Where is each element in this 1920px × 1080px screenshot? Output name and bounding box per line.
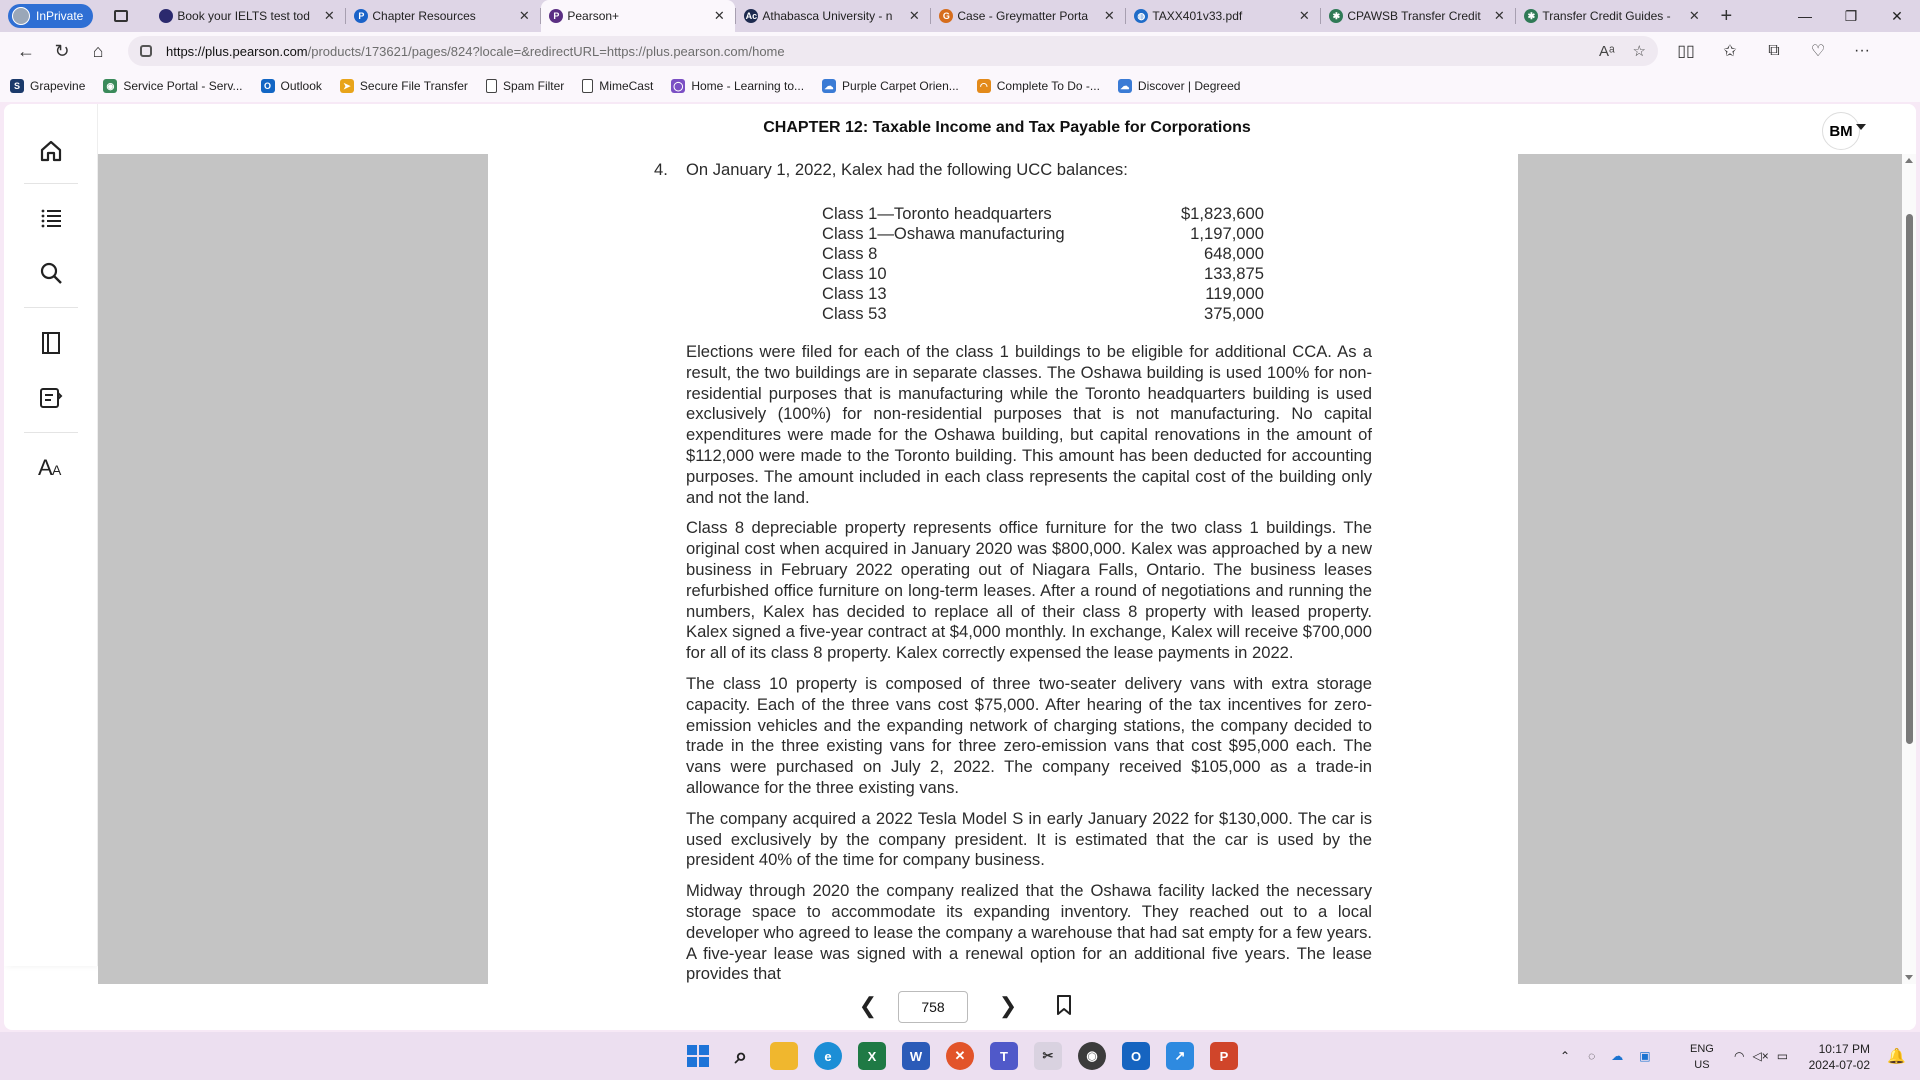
inprivate-label: InPrivate <box>36 9 84 23</box>
ucc-row <box>822 224 1264 244</box>
tab-label: Athabasca University - n <box>762 9 893 23</box>
document-viewer <box>98 154 1902 984</box>
question-body <box>686 342 1372 984</box>
favorite-star-icon[interactable]: ☆ <box>1632 43 1646 60</box>
favorite-icon: ☁ <box>1118 79 1132 93</box>
minimize-icon[interactable]: — <box>1798 8 1812 24</box>
more-menu-icon[interactable]: ··· <box>1854 42 1870 59</box>
tab-label: CPAWSB Transfer Credit <box>1347 9 1481 23</box>
onedrive-icon[interactable]: ☁ <box>1611 1049 1624 1063</box>
window-controls <box>1782 0 1920 32</box>
favorite-icon: O <box>261 79 275 93</box>
chapter-title: CHAPTER 12: Taxable Income and Tax Payable for Corporations <box>763 119 1251 136</box>
tab-favicon-icon: P <box>549 9 563 23</box>
favorite-link[interactable] <box>671 79 804 93</box>
ucc-row <box>822 264 1264 284</box>
teams-icon[interactable]: T <box>990 1042 1018 1070</box>
back-icon[interactable]: ← <box>17 40 35 61</box>
vertical-scrollbar[interactable] <box>1902 154 1916 984</box>
taskbar <box>0 1032 1920 1080</box>
file-explorer-icon[interactable] <box>770 1042 798 1070</box>
url-path: /products/173621/pages/824?locale=&redirectURL=https://plus.pearson.com/home <box>307 43 785 59</box>
read-aloud-icon[interactable]: Aᵃ <box>1598 42 1615 60</box>
browser-tab[interactable] <box>1126 0 1320 32</box>
browser-tab[interactable] <box>346 0 540 32</box>
tab-label: Chapter Resources <box>372 9 476 23</box>
address-bar[interactable] <box>128 36 1658 66</box>
url-host: https://plus.pearson.com <box>166 43 308 59</box>
favorite-link[interactable] <box>103 79 242 93</box>
svg-text:A: A <box>52 462 62 478</box>
question-paragraph: The company acquired a 2022 Tesla Model S in early January 2022 for $130,000. The car is used exclusively by the company president. It is estimated that the car is used by the president 40% of the time for company business. <box>686 808 1372 870</box>
close-tab-icon[interactable]: ✕ <box>908 8 920 23</box>
favorite-label: Discover | Degreed <box>1137 79 1241 93</box>
close-tab-icon[interactable]: ✕ <box>518 8 530 23</box>
ucc-class-label: Class 1—Oshawa manufacturing <box>822 224 1065 243</box>
scroll-thumb[interactable] <box>1906 214 1913 744</box>
ucc-amount: 133,875 <box>1204 264 1264 283</box>
inprivate-badge[interactable] <box>8 4 93 28</box>
close-tab-icon[interactable]: ✕ <box>1298 8 1310 23</box>
ucc-row <box>822 304 1264 324</box>
text-size-icon[interactable] <box>34 450 68 484</box>
excel-icon[interactable]: X <box>858 1042 886 1070</box>
previous-page-icon[interactable]: ❮ <box>858 993 878 1018</box>
browser-tab[interactable] <box>1516 0 1710 32</box>
ucc-class-label: Class 13 <box>822 284 887 303</box>
favorite-label: Complete To Do -... <box>996 79 1100 93</box>
app-icon[interactable]: ✕ <box>946 1042 974 1070</box>
ucc-class-label: Class 53 <box>822 304 887 323</box>
page <box>4 104 1916 1030</box>
close-tab-icon[interactable]: ✕ <box>713 8 725 23</box>
notebook-icon[interactable] <box>34 326 68 360</box>
scroll-down-icon[interactable] <box>1905 975 1913 980</box>
favorite-link[interactable] <box>340 79 468 93</box>
svg-text:A: A <box>38 455 53 479</box>
flashcards-icon[interactable] <box>34 381 68 415</box>
tab-favicon-icon: G <box>939 9 953 23</box>
page-navigator <box>98 984 1916 1030</box>
favorite-link[interactable] <box>1118 79 1241 93</box>
close-window-icon[interactable]: ✕ <box>1891 7 1903 24</box>
collections-icon[interactable]: ⧉ <box>1768 42 1780 59</box>
table-of-contents-icon[interactable] <box>34 201 68 235</box>
ucc-row <box>822 244 1264 264</box>
edge-icon[interactable]: e <box>814 1042 842 1070</box>
ucc-amount: 375,000 <box>1204 304 1264 323</box>
user-menu-caret-icon[interactable] <box>1856 124 1866 130</box>
next-page-icon[interactable]: ❯ <box>998 993 1018 1018</box>
tab-favicon-icon: P <box>354 9 368 23</box>
outlook-icon[interactable]: O <box>1122 1042 1150 1070</box>
user-avatar[interactable]: BM <box>1822 112 1860 150</box>
browser-tab[interactable] <box>931 0 1125 32</box>
new-tab-button[interactable]: + <box>1720 4 1733 27</box>
close-tab-icon[interactable]: ✕ <box>1688 8 1700 23</box>
status-icons <box>1734 1032 1788 1080</box>
tab-label: Book your IELTS test tod <box>177 9 310 23</box>
profile-avatar <box>12 7 30 25</box>
question-paragraph: Class 8 depreciable property represents office furniture for the two class 1 buildings. The original cost when acquired in January 2020 was $800,000. Kalex was approached by a new business in February 2022 operating out of Niagara Falls, Ontario. The business leases refurbished office furniture on long-term leases. After a round of negotiations and running the numbers, Kalex has decided to replace all of their class 8 property with leased property. Kalex signed a five-year contract at $4,000 monthly. In exchange, Kalex will receive $700,000 for all of its class 8 property. Kalex correctly expensed the lease payments in 2022. <box>686 518 1372 663</box>
home-button-icon[interactable]: ⌂ <box>92 40 104 61</box>
split-screen-icon[interactable]: ▯▯ <box>1677 43 1695 60</box>
start-icon[interactable] <box>684 1042 712 1070</box>
lock-icon <box>140 45 152 57</box>
tab-favicon-icon: ✱ <box>1524 9 1538 23</box>
question-paragraph: Midway through 2020 the company realized that the Oshawa facility lacked the necessary storage space to accommodate its expanding inventory. They reached out to a local developer who agreed to lease the company a warehouse that had sat empty for a few years. A five-year lease was signed with a renewal option for an additional five years. The lease provides that <box>686 881 1372 984</box>
tab-favicon-icon <box>159 9 173 23</box>
navigation-bar <box>0 32 1920 70</box>
tab-actions-icon[interactable] <box>107 5 135 27</box>
snipping-tool-icon[interactable]: ✂ <box>1034 1042 1062 1070</box>
scroll-up-icon[interactable] <box>1905 158 1913 163</box>
favorite-icon: ◉ <box>103 79 117 93</box>
system-tray <box>1560 1032 1667 1080</box>
home-icon[interactable] <box>34 134 68 168</box>
question-intro: On January 1, 2022, Kalex had the following UCC balances: <box>686 160 1128 179</box>
favorites-bar <box>0 70 1920 102</box>
reader-header <box>98 104 1916 154</box>
tray-chevron-icon[interactable]: ⌃ <box>1560 1049 1571 1063</box>
tab-favicon-icon: Ac <box>745 11 758 21</box>
search-icon[interactable] <box>34 256 68 290</box>
favorite-icon: ◯ <box>671 79 685 93</box>
volume-muted-icon[interactable]: ◁× <box>1752 1049 1769 1063</box>
favorite-link[interactable] <box>10 79 85 93</box>
language-indicator[interactable] <box>1690 1041 1714 1073</box>
close-tab-icon[interactable]: ✕ <box>323 8 335 23</box>
search-taskbar-icon[interactable]: ⌕ <box>734 1043 748 1068</box>
ucc-amount: 1,197,000 <box>1190 224 1264 243</box>
favorite-link[interactable] <box>977 79 1100 93</box>
favorite-label: Home - Learning to... <box>691 79 805 93</box>
ucc-class-label: Class 10 <box>822 264 887 283</box>
favorite-label: MimeCast <box>599 79 654 93</box>
clock-date: 2024-07-02 <box>1808 1058 1870 1072</box>
ucc-row <box>822 284 1264 304</box>
browser-essentials-icon[interactable]: ♡ <box>1810 43 1826 60</box>
tray-sync-icon[interactable]: ▣ <box>1639 1049 1651 1063</box>
favorite-link[interactable] <box>822 79 959 93</box>
tab-favicon-icon: ◍ <box>1134 9 1148 23</box>
document-page <box>488 154 1518 984</box>
bookmark-icon[interactable] <box>1056 995 1072 1015</box>
browser-tab[interactable] <box>736 0 930 32</box>
favorite-link[interactable] <box>261 79 322 93</box>
page-number-input[interactable]: 758 <box>898 991 968 1023</box>
battery-icon[interactable]: ▭ <box>1776 1049 1789 1063</box>
language-code: ENG <box>1690 1043 1714 1055</box>
favorite-icon: ➤ <box>340 79 354 93</box>
favorite-label: Spam Filter <box>502 79 565 93</box>
close-tab-icon[interactable]: ✕ <box>1493 8 1505 23</box>
favorite-icon: ◠ <box>977 79 991 93</box>
browser-tab[interactable] <box>541 0 735 32</box>
powerpoint-icon[interactable]: P <box>1210 1042 1238 1070</box>
tab-label: Transfer Credit Guides - <box>1542 9 1671 23</box>
favorites-icon[interactable]: ✩ <box>1723 43 1737 60</box>
ucc-amount: 119,000 <box>1205 284 1264 303</box>
tray-app-icon[interactable]: ◌ <box>1588 1049 1596 1063</box>
question-paragraph: Elections were filed for each of the class 1 buildings to be eligible for additional CCA. As a result, the two buildings are in separate classes. The Oshawa building is used 100% for non-residential purposes that is manufacturing while the Toronto headquarters building is used exclusively (100%) for non-residential purposes that is not manufacturing. No capital expenditures were made for the Oshawa building, but capital renovations in the amount of $112,000 were made to the Toronto building. This amount has been deducted for accounting purposes. The amount included in each class represents the capital cost of the building only and not the land. <box>686 342 1372 507</box>
favorite-icon <box>582 79 593 93</box>
tab-strip <box>0 0 1920 32</box>
notification-bell-icon[interactable]: 🔔 <box>1887 1048 1906 1065</box>
browser-tab[interactable] <box>1321 0 1515 32</box>
ucc-class-label: Class 1—Toronto headquarters <box>822 204 1052 223</box>
ucc-amount: 648,000 <box>1204 244 1264 263</box>
question-number: 4. <box>654 160 668 179</box>
clock-time: 10:17 PM <box>1818 1042 1870 1056</box>
tab-label: Case - Greymatter Porta <box>957 9 1089 23</box>
favorite-icon <box>486 79 497 93</box>
tabs <box>151 0 1710 32</box>
ucc-class-label: Class 8 <box>822 244 878 263</box>
favorite-icon: ☁ <box>822 79 836 93</box>
favorite-label: Secure File Transfer <box>359 79 468 93</box>
camera-icon[interactable]: ◉ <box>1078 1042 1106 1070</box>
close-tab-icon[interactable]: ✕ <box>1103 8 1115 23</box>
favorite-label: Grapevine <box>30 79 86 93</box>
ucc-balances-table <box>822 204 1264 324</box>
browser-tab[interactable] <box>151 0 345 32</box>
region-code: US <box>1694 1059 1710 1071</box>
tab-label: TAXX401v33.pdf <box>1152 9 1243 23</box>
favorite-icon: S <box>10 79 24 93</box>
favorite-link[interactable] <box>582 79 653 93</box>
clock[interactable] <box>1809 1041 1870 1073</box>
favorite-label: Purple Carpet Orien... <box>842 79 959 93</box>
tab-label: Pearson+ <box>567 9 620 23</box>
favorite-label: Service Portal - Serv... <box>123 79 243 93</box>
refresh-icon[interactable]: ↻ <box>54 40 70 61</box>
ucc-row <box>822 204 1264 224</box>
favorite-link[interactable] <box>486 79 564 93</box>
wifi-icon[interactable]: ◠ <box>1734 1049 1745 1063</box>
sidebar <box>4 104 98 966</box>
ucc-amount: $1,823,600 <box>1180 204 1264 223</box>
remote-desktop-icon[interactable]: ↗ <box>1166 1042 1194 1070</box>
question-paragraph: The class 10 property is composed of three two-seater delivery vans with extra storage capacity. Each of the three vans cost $75,000. After hearing of the tax incentives for zero-emission vehicles and the expanding network of charging stations, the company decided to trade in the three existing vans for three zero-emission vans that cost $95,000 each. The vans were purchased on July 2, 2022. The company received $105,000 as a trade-in allowance for the three existing vans. <box>686 673 1372 797</box>
restore-icon[interactable]: ❐ <box>1844 7 1858 24</box>
favorite-label: Outlook <box>280 79 322 93</box>
tab-favicon-icon: ✱ <box>1329 9 1343 23</box>
word-icon[interactable]: W <box>902 1042 930 1070</box>
